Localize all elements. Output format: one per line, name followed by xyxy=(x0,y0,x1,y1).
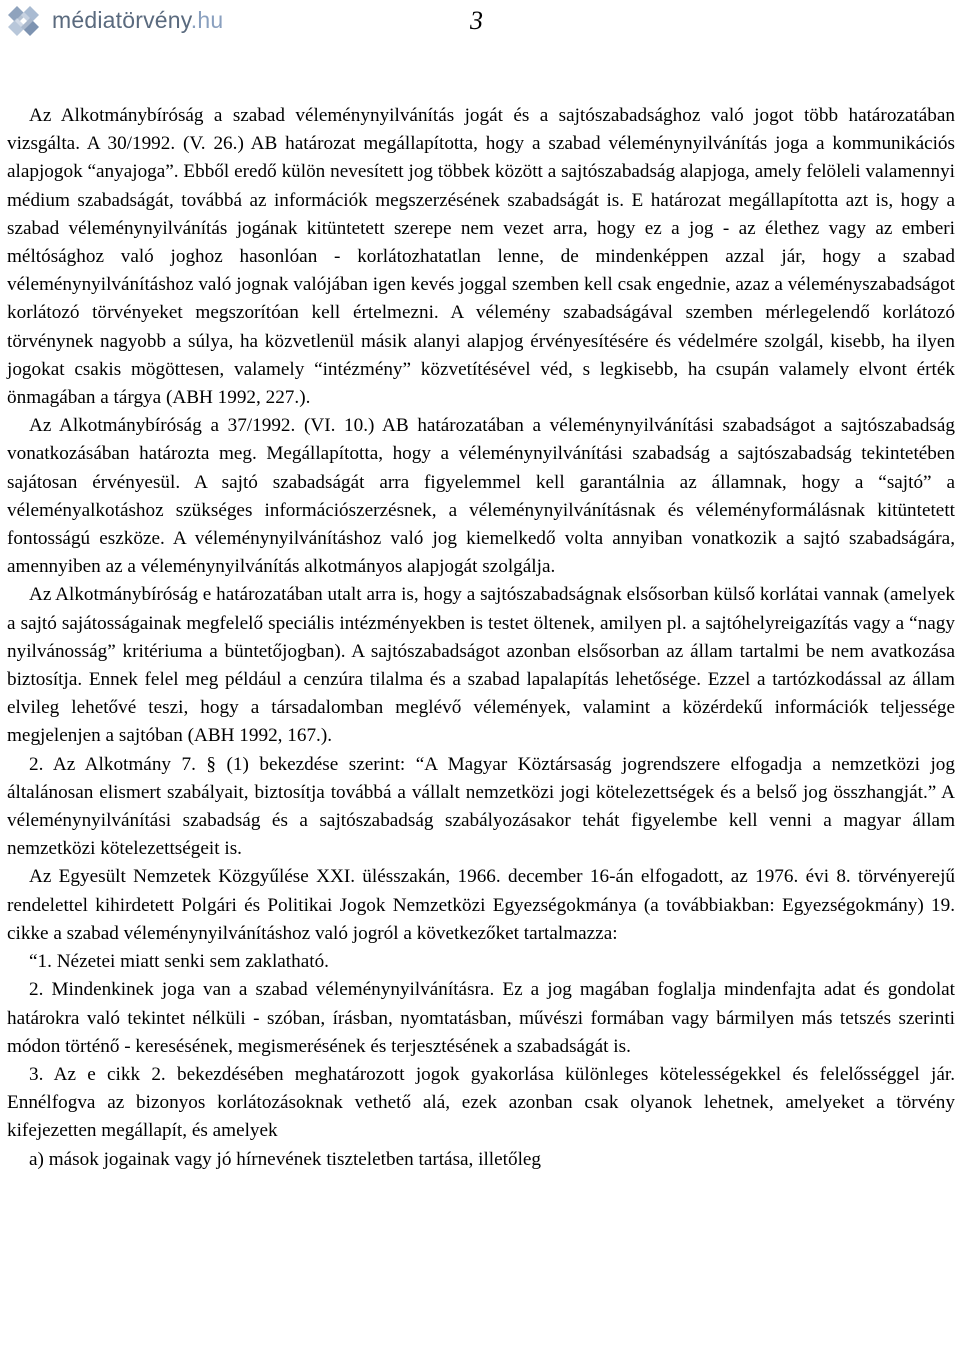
document-body xyxy=(7,102,955,1174)
page-header xyxy=(0,0,960,60)
site-logo[interactable] xyxy=(6,4,223,38)
paragraph: “1. Nézetei miatt senki sem zaklatható. xyxy=(29,951,329,973)
paragraph: a) mások jogainak vagy jó hírnevének tiszteletben tartása, illetőleg xyxy=(29,1148,542,1170)
page-number: 3 xyxy=(470,6,483,35)
paragraph: 2. Az Alkotmány 7. § (1) bekezdése szerint: “A Magyar Köztársaság jogrendszere elfogadja a nemzetközi jog általánosan elismert szabályait, biztosítja továbbá a vállalt nemzetközi jogi kötelezettségek és a belső jog összhangját.” A véleménynyilvánítási szabadság és a sajtószabadság szabályozásakor tehát figyelembe kell venni a magyar állam nemzetközi kötelezettségeit is. xyxy=(7,753,955,860)
logo-diamond-icon xyxy=(6,4,48,38)
paragraph: Az Alkotmánybíróság a 37/1992. (VI. 10.) AB határozatában a véleménynyilvánítási szabadságot a sajtószabadság vonatkozásában határozta meg. Megállapította, hogy a véleménynyilvánítási szabadság a sajtószabadság tekintetében sajátosan érvényesül. A sajtó szabadságát arra figyelemmel kell garantálnia az államnak, hogy a “sajtó” a véleményalkotáshoz szükséges információszerzésnek, a véleménynyilvánításnak és véleményformálásnak kitüntetett fontosságú eszköze. A véleménynyilvánításhoz való jog kiemelkedő volta annyiban vonatkozik a sajtó szabadságára, amennyiben az a véleménynyilvánítás alkotmányos alapjogát szolgálja. xyxy=(7,415,955,578)
paragraph: 3. Az e cikk 2. bekezdésében meghatározott jogok gyakorlása különleges kötelességekkel és felelősséggel jár. Ennélfogva az bizonyos korlátozásoknak vethető alá, ezek azonban csak olyanok lehetnek, amelyeket a törvény kifejezetten megállapít, és amelyek xyxy=(7,1063,955,1142)
paragraph: 2. Mindenkinek joga van a szabad véleménynyilvánításra. Ez a jog magában foglalja mindenfajta adat és gondolat határokra való tekintet nélküli - szóban, írásban, nyomtatásban, művészi formában vagy bármilyen más tetszés szerinti módon történő - keresésének, megismerésének és terjesztésének a szabadságát is. xyxy=(7,979,955,1057)
paragraph: Az Egyesült Nemzetek Közgyűlése XXI. ülésszakán, 1966. december 16-án elfogadott, az 1976. évi 8. törvényerejű rendelettel kihirdetett Polgári és Politikai Jogok Nemzetközi Egyezségokmánya (a továbbiakban: Egyezségokmány) 19. cikke a szabad véleménynyilvánításhoz való jogról a következőket tartalmazza: xyxy=(7,866,955,944)
logo-main-text: médiatörvény xyxy=(52,6,191,33)
logo-tld-text: .hu xyxy=(190,6,224,33)
logo-wordmark xyxy=(52,7,223,34)
paragraph: Az Alkotmánybíróság a szabad véleménynyilvánítás jogát és a sajtószabadsághoz való jogot több határozatában vizsgálta. A 30/1992. (V. 26.) AB határozat megállapította, hogy a szabad véleménynyilvánítás joga a kommunikációs alapjogok “anyajoga”. Ebből eredő külön nevesített jog többek között a sajtószabadság alapjoga, amely felöleli valamennyi médium szabadságát, továbbá az információk megszerzésének szabadságát is. E határozat megállapította azt is, hogy a szabad véleménynyilvánítás jogának kitüntetett szerepe nem vezet arra, hogy ez a jog - az élethez vagy az emberi méltósághoz való joghoz hasonlóan - korlátozhatatlan lenne, de mindenképpen azzal jár, hogy a szabad véleménynyilvánításhoz való jognak valójában igen kevés joggal szemben kell csak engednie, azaz a véleményszabadságot korlátozó törvényeket megszorítóan kell értelmezni. A vélemény szabadságával szemben mérlegelendő korlátozó törvénynek nagyobb a súlya, ha közvetlenül másik alanyi alapjog érvényesítésére és védelmére szolgál, kisebb, ha ilyen jogokat csakis mögöttesen, valamely “intézmény” közvetítésével véd, s legkisebb, ha csupán valamely elvont érték önmagában a tárgya (ABH 1992, 227.). xyxy=(7,105,955,409)
paragraph: Az Alkotmánybíróság e határozatában utalt arra is, hogy a sajtószabadságnak elsősorban külső korlátai vannak (amelyek a sajtó sajátosságainak megfelelő speciális intézményekben is testet öltenek, amilyen pl. a sajtóhelyreigazítás vagy a “nagy nyilvánosság” kritériuma a büntetőjogban). A sajtószabadságot azonban elsősorban az állam tartalmi be nem avatkozása biztosítja. Ennek felel meg például a cenzúra tilalma és a szabad lapalapítás lehetősége. Ezzel a tartózkodással az állam elvileg lehetővé teszi, hogy a társadalomban meglévő vélemények, valamint a közérdekű információk teljessége megjelenjen a sajtóban (ABH 1992, 167.). xyxy=(7,584,955,747)
